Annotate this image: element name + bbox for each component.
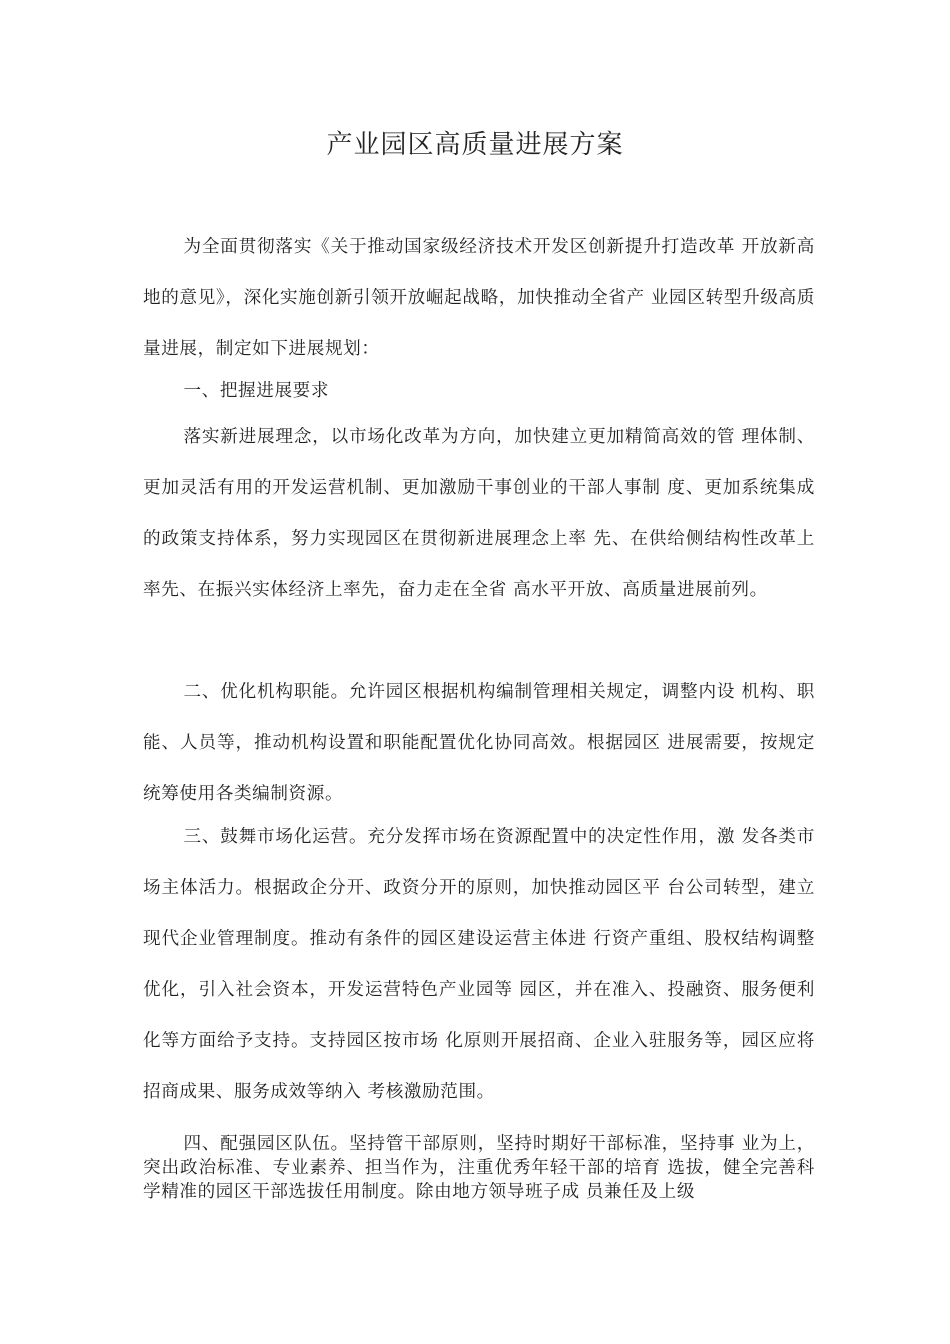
section-3-paragraph: 三、鼓舞市场化运营。充分发挥市场在资源配置中的决定性作用，激 发各类市场主体活力。根据政企分开、政资分开的原则，加快推动园区平 台公司转型，建立现代企业管理制度。推动有条件的园区建设运营主体进 行资产重组、股权结构调整优化，引入社会资本，开发运营特色产业园等 园区，并在准入、投融资、服务便利化等方面给予支持。支持园区按市场 化原则开展招商、企业入驻服务等，园区应将招商成果、服务成效等纳入 考核激励范围。 xyxy=(143,827,815,1102)
section-heading-1: 一、把握进展要求 xyxy=(183,381,330,401)
section-2-paragraph: 二、优化机构职能。允许园区根据机构编制管理相关规定，调整内设 机构、职能、人员等，推动机构设置和职能配置优化协同高效。根据园区 进展需要，按规定统筹使用各类编制资源。 xyxy=(143,682,815,804)
section-4-paragraph: 四、配强园区队伍。坚持管干部原则，坚持时期好干部标准，坚持事 业为上，突出政治标准、专业素养、担当作为，注重优秀年轻干部的培育 选拔，健全完善科学精准的园区干部选拔任用制度。除由地方领导班子成 员兼任及上级 xyxy=(143,1134,815,1202)
document-title: 产业园区高质量进展方案 xyxy=(326,130,624,160)
section-1-paragraph: 落实新进展理念，以市场化改革为方向，加快建立更加精简高效的管 理体制、更加灵活有用的开发运营机制、更加激励干事创业的干部人事制 度、更加系统集成的政策支持体系，努力实现园区在贯彻新进展理念上率 先、在供给侧结构性改革上率先、在振兴实体经济上率先，奋力走在全省 高水平开放、高质量进展前列。 xyxy=(143,427,815,600)
intro-paragraph: 为全面贯彻落实《关于推动国家级经济技术开发区创新提升打造改革 开放新高地的意见》，深化实施创新引领开放崛起战略，加快推动全省产 业园区转型升级高质量进展，制定如下进展规划： xyxy=(143,237,815,359)
